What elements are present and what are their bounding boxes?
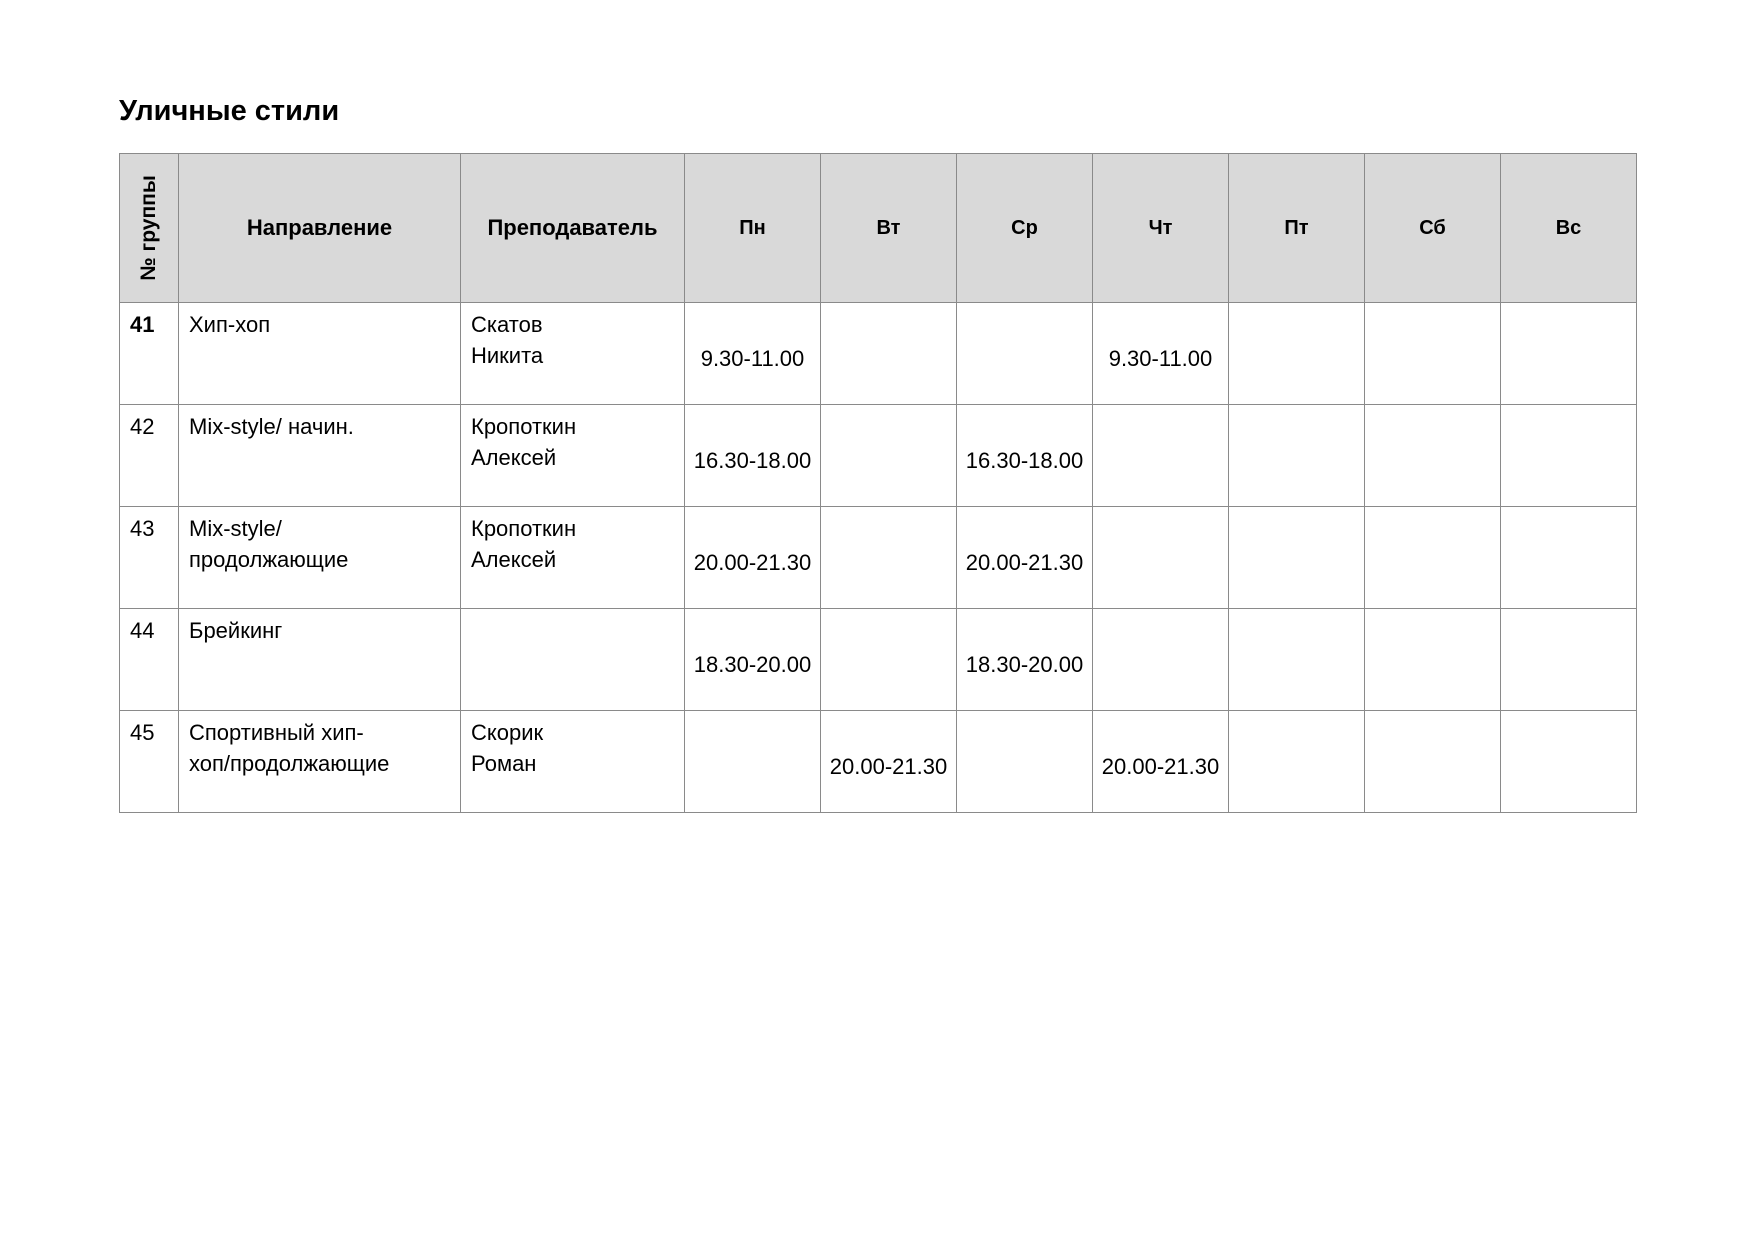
table-row xyxy=(120,303,1637,405)
time-cell-sun xyxy=(1501,711,1637,813)
direction-cell: Mix-style/ продолжающие xyxy=(179,507,461,609)
header-teacher: Преподаватель xyxy=(461,154,685,303)
direction-cell: Спортивный хип- хоп/продолжающие xyxy=(179,711,461,813)
time-cell-wed xyxy=(957,303,1093,405)
header-day-thu: Чт xyxy=(1093,154,1229,303)
table-row xyxy=(120,507,1637,609)
time-cell-sun xyxy=(1501,609,1637,711)
time-cell-tue: 20.00-21.30 xyxy=(821,711,957,813)
page-title: Уличные стили xyxy=(119,95,340,127)
time-cell-tue xyxy=(821,507,957,609)
table-row xyxy=(120,405,1637,507)
time-cell-mon: 16.30-18.00 xyxy=(685,405,821,507)
time-cell-wed xyxy=(957,711,1093,813)
header-direction: Направление xyxy=(179,154,461,303)
direction-cell: Хип-хоп xyxy=(179,303,461,405)
direction-cell: Брейкинг xyxy=(179,609,461,711)
table-row xyxy=(120,609,1637,711)
time-cell-fri xyxy=(1229,507,1365,609)
time-cell-thu: 9.30-11.00 xyxy=(1093,303,1229,405)
header-day-fri: Пт xyxy=(1229,154,1365,303)
group-number: 41 xyxy=(120,303,179,405)
group-number: 45 xyxy=(120,711,179,813)
time-cell-sat xyxy=(1365,303,1501,405)
group-number: 42 xyxy=(120,405,179,507)
time-cell-thu xyxy=(1093,405,1229,507)
header-day-mon: Пн xyxy=(685,154,821,303)
time-cell-thu xyxy=(1093,507,1229,609)
time-cell-mon: 9.30-11.00 xyxy=(685,303,821,405)
time-cell-thu xyxy=(1093,609,1229,711)
teacher-cell: Кропоткин Алексей xyxy=(461,405,685,507)
teacher-cell: Скорик Роман xyxy=(461,711,685,813)
header-row xyxy=(120,154,1637,303)
time-cell-thu: 20.00-21.30 xyxy=(1093,711,1229,813)
time-cell-fri xyxy=(1229,609,1365,711)
header-group-no-label: № группы xyxy=(137,175,160,281)
time-cell-mon: 18.30-20.00 xyxy=(685,609,821,711)
header-day-sat: Сб xyxy=(1365,154,1501,303)
time-cell-tue xyxy=(821,303,957,405)
time-cell-sun xyxy=(1501,507,1637,609)
time-cell-sat xyxy=(1365,711,1501,813)
time-cell-sat xyxy=(1365,609,1501,711)
teacher-cell: Скатов Никита xyxy=(461,303,685,405)
time-cell-fri xyxy=(1229,405,1365,507)
schedule-table xyxy=(119,153,1637,813)
time-cell-tue xyxy=(821,405,957,507)
time-cell-sun xyxy=(1501,405,1637,507)
time-cell-mon: 20.00-21.30 xyxy=(685,507,821,609)
time-cell-sun xyxy=(1501,303,1637,405)
header-group-no xyxy=(120,154,179,303)
time-cell-wed: 20.00-21.30 xyxy=(957,507,1093,609)
time-cell-wed: 18.30-20.00 xyxy=(957,609,1093,711)
time-cell-tue xyxy=(821,609,957,711)
direction-cell: Mix-style/ начин. xyxy=(179,405,461,507)
group-number: 43 xyxy=(120,507,179,609)
time-cell-sat xyxy=(1365,405,1501,507)
teacher-cell xyxy=(461,609,685,711)
time-cell-fri xyxy=(1229,303,1365,405)
table-row xyxy=(120,711,1637,813)
group-number: 44 xyxy=(120,609,179,711)
teacher-cell: Кропоткин Алексей xyxy=(461,507,685,609)
time-cell-mon xyxy=(685,711,821,813)
header-day-sun: Вс xyxy=(1501,154,1637,303)
time-cell-sat xyxy=(1365,507,1501,609)
time-cell-wed: 16.30-18.00 xyxy=(957,405,1093,507)
header-day-wed: Ср xyxy=(957,154,1093,303)
header-day-tue: Вт xyxy=(821,154,957,303)
time-cell-fri xyxy=(1229,711,1365,813)
